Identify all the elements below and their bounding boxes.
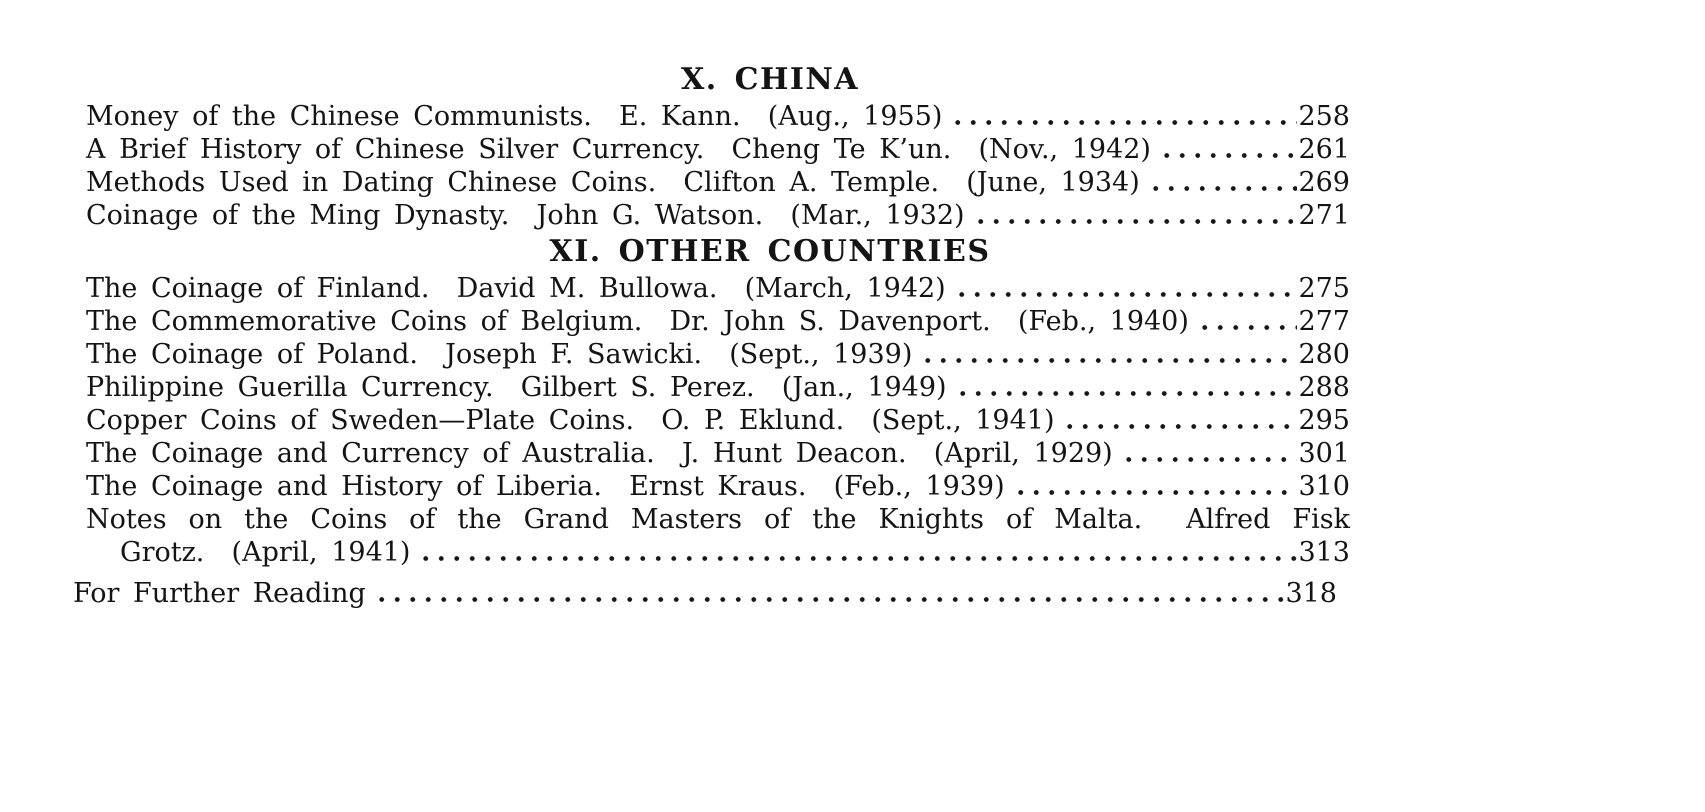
dot-leader [1121, 457, 1298, 462]
toc-entry [86, 470, 1350, 503]
toc-entry [86, 272, 1350, 305]
dot-leader [1148, 186, 1298, 191]
toc-entry-page: 271 [1298, 200, 1350, 231]
toc-entry-page: 295 [1298, 405, 1350, 436]
toc-entry-page: 280 [1298, 339, 1350, 370]
toc-entry-page: 261 [1298, 134, 1350, 165]
toc-entry-text: Grotz. (April, 1941) [120, 537, 411, 568]
toc-entry [86, 199, 1350, 232]
section-heading-china: X. CHINA [680, 62, 860, 97]
toc-entry [86, 437, 1350, 470]
toc-entry-further-reading [73, 577, 1337, 610]
toc-entry-text: Money of the Chinese Communists. E. Kann. (Aug., 1955) [86, 101, 943, 132]
toc-entry-text: The Coinage of Poland. Joseph F. Sawicki. (Sept., 1939) [86, 339, 913, 370]
toc-entry [86, 305, 1350, 338]
toc-entry-text: Coinage of the Ming Dynasty. John G. Watson. (Mar., 1932) [86, 200, 965, 231]
dot-leader [955, 391, 1298, 396]
dot-leader [374, 597, 1285, 602]
dot-leader [973, 219, 1298, 224]
toc-entry [86, 338, 1350, 371]
toc-entry [86, 166, 1350, 199]
toc-entry-text: The Coinage and Currency of Australia. J. Hunt Deacon. (April, 1929) [86, 438, 1113, 469]
toc-entry [86, 133, 1350, 166]
dot-leader [950, 120, 1297, 125]
toc-entry-page: 277 [1298, 306, 1350, 337]
toc-entry [86, 371, 1350, 404]
toc-entry-text: Philippine Guerilla Currency. Gilbert S. Perez. (Jan., 1949) [86, 372, 947, 403]
toc-entry-text: For Further Reading [73, 578, 366, 609]
toc-entry-page: 258 [1298, 101, 1350, 132]
toc-entry-text: The Commemorative Coins of Belgium. Dr. John S. Davenport. (Feb., 1940) [86, 306, 1189, 337]
dot-leader [920, 358, 1297, 363]
dot-leader [418, 556, 1297, 561]
toc-entry-wrapped-line2 [86, 536, 1350, 569]
toc-entry-wrapped-line1: Notes on the Coins of the Grand Masters of the Knights of Malta. Alfred Fisk [86, 504, 1350, 535]
toc-entry-page: 313 [1298, 537, 1350, 568]
toc-entry-text: The Coinage of Finland. David M. Bullowa. (March, 1942) [86, 273, 946, 304]
toc-entry-page: 288 [1298, 372, 1350, 403]
toc-entry [86, 404, 1350, 437]
toc-entry-text: Copper Coins of Sweden—Plate Coins. O. P. Eklund. (Sept., 1941) [86, 405, 1055, 436]
dot-leader [1197, 325, 1298, 330]
toc-entry-page: 318 [1285, 578, 1337, 609]
toc-entry-page: 269 [1298, 167, 1350, 198]
toc-entry [86, 100, 1350, 133]
dot-leader [954, 292, 1298, 297]
dot-leader [1159, 153, 1298, 158]
dot-leader [1013, 490, 1298, 495]
toc-entry-page: 310 [1298, 471, 1350, 502]
dot-leader [1062, 424, 1297, 429]
section-heading-other-countries: XI. OTHER COUNTRIES [549, 234, 991, 269]
toc-entry-page: 301 [1298, 438, 1350, 469]
toc-entry-page: 275 [1298, 273, 1350, 304]
toc-entry-text: A Brief History of Chinese Silver Currency. Cheng Te K’un. (Nov., 1942) [86, 134, 1151, 165]
toc-entry-text: The Coinage and History of Liberia. Ernst Kraus. (Feb., 1939) [86, 471, 1005, 502]
toc-entry-text: Methods Used in Dating Chinese Coins. Clifton A. Temple. (June, 1934) [86, 167, 1140, 198]
